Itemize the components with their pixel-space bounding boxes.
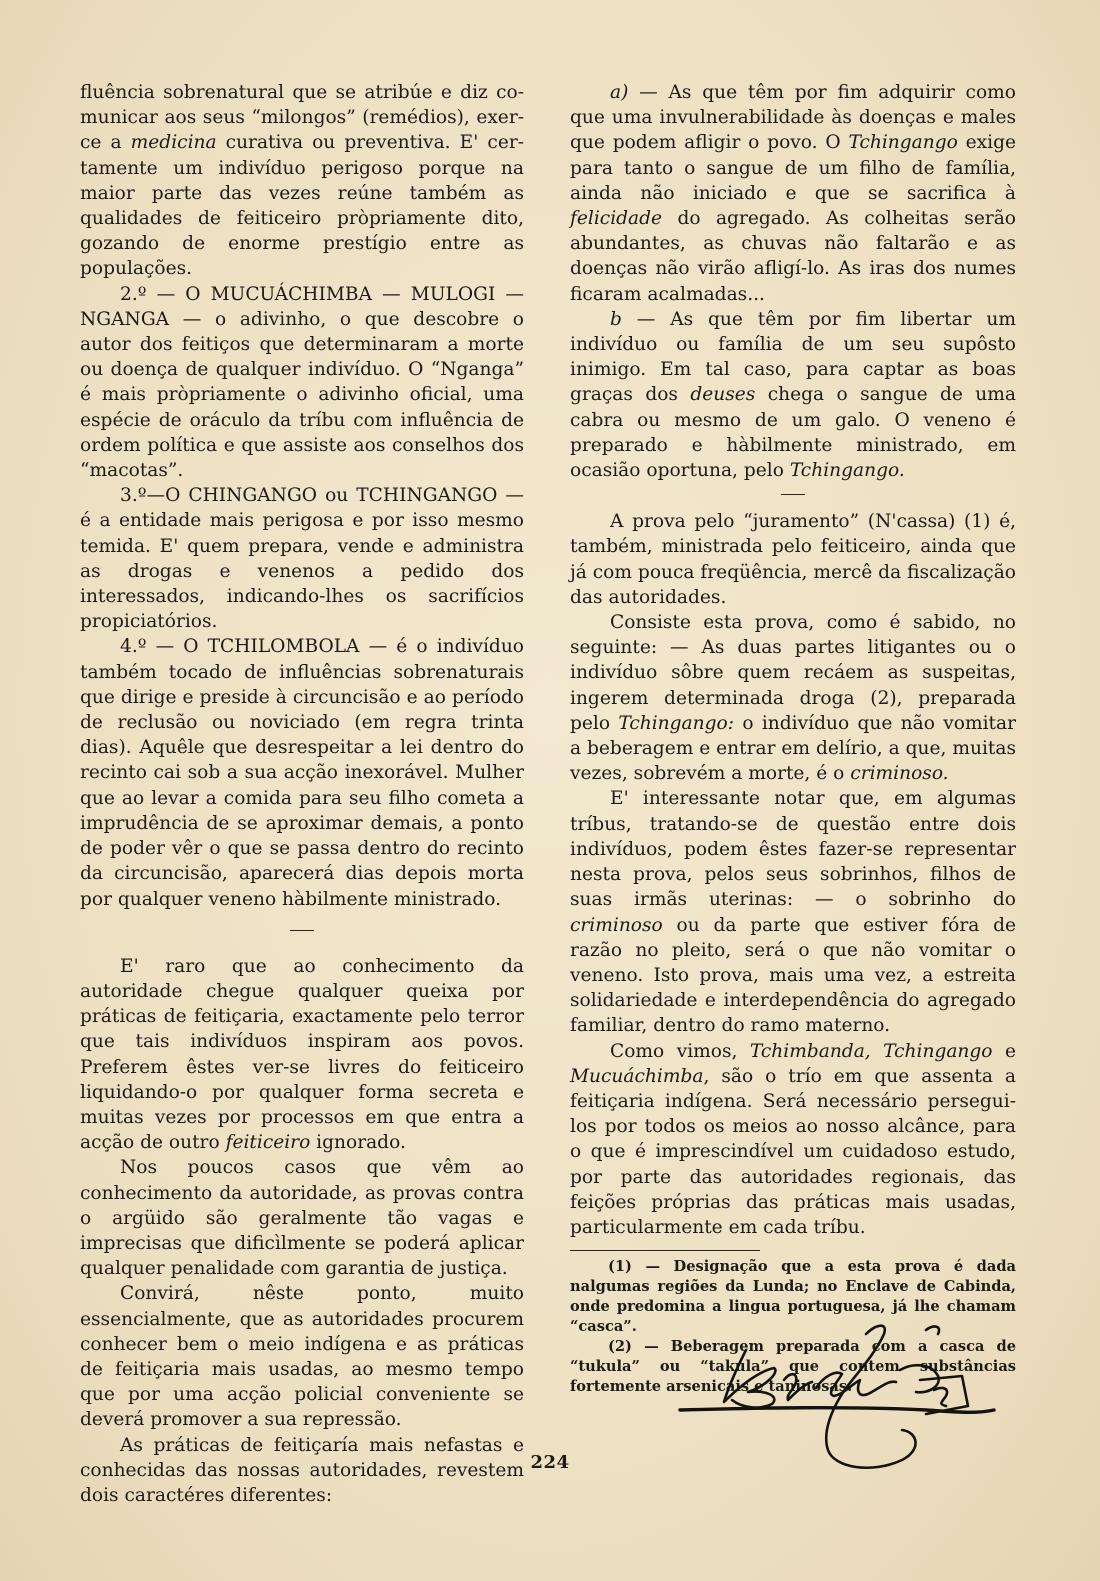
text-run: , são o trío em que assenta a feitiçaria indígena. Será necessário persegui-los por todos os meios ao nosso alcânce, para o que é imprescindível um cuidadoso estudo, por parte das autoridades regionais, das feições próprias das práticas mais usadas, particularmente em cada tríbu.: [570, 1065, 1016, 1238]
right-paragraph-4: [570, 610, 1016, 786]
text-run: chega o sangue de uma cabra ou mesmo de um galo. O veneno é preparado e hàbilmente ministrado, em ocasião oportuna, pelo: [570, 384, 1016, 482]
text-run: fluência sobrenatural que se atribúe e diz co-municar aos seus “milongos” (remédios), exer-ce a: [80, 82, 524, 154]
right-column: [570, 80, 1016, 1397]
text-run: Como vimos,: [610, 1040, 750, 1062]
footnote-2: (2) — Beberagem preparada com a casca de “tukula” ou “takula” que contem substâncias fortemente arsenicais e taninosas.: [570, 1338, 1016, 1396]
text-run: — As que têm por fim libertar um indivíduo ou família de um seu supôsto inimigo. Em tal caso, para captar as boas graças dos: [570, 308, 1016, 406]
italic-term: criminoso.: [850, 763, 949, 785]
left-paragraph-3: 3.º—O CHINGANGO ou TCHINGANGO — é a entidade mais perigosa e por isso mesmo temida. E' quem prepara, vende e administra as drogas e venenos a pedido dos interessados, indicando-lhes os sacrifícios propiciatórios.: [80, 485, 524, 633]
footnote-1: (1) — Designação que a esta prova é dada nalgumas regiões da Lunda; no Enclave de Cabinda, onde predomina a lingua portuguesa, já lhe chamam “casca”.: [570, 1258, 1016, 1336]
section-separator: [570, 489, 1016, 499]
page-number: 224: [530, 1452, 570, 1473]
left-column: [80, 80, 524, 1508]
text-run: curativa ou preventiva. E' cer-tamente um indivíduo perigoso porque na maior parte das vezes reúne também as qualidades de feiticeiro pròpriamente dito, gozando de enorme prestígio entre as populações.: [80, 132, 524, 280]
italic-term: Tchingango: [848, 132, 958, 154]
italic-term: Mucuáchimba: [570, 1065, 704, 1087]
text-run: ou da parte que estiver fóra de razão no pleito, será o que não vomitar o veneno. Isto prova, mais uma vez, a estreita solidariedade e interdependência do agregado familiar, dentro do ramo materno.: [570, 914, 1016, 1037]
right-paragraph-5: [570, 786, 1016, 1038]
left-paragraph-2: 2.º — O MUCUÁCHIMBA — MULOGI — NGANGA — o adivinho, o que descobre o autor dos feitiços que determinaram a morte ou doença de qualquer indivíduo. O “Nganga” é mais pròpriamente o adivinho oficial, uma espécie de oráculo da tríbu com influência de ordem política e que assiste aos conselhos dos “macotas”.: [80, 283, 524, 482]
right-paragraph-6: [570, 1039, 1016, 1241]
left-paragraph-1: [80, 80, 524, 282]
text-run: E' interessante notar que, em algumas tríbus, tratando-se de questão entre dois indivíduos, podem êstes fazer-se representar nesta prova, pelos seus sobrinhos, filhos de suas irmãs uterinas: — o sobrinho do: [570, 788, 1016, 911]
text-run: exige para tanto o sangue de um filho de família, ainda não iniciado e que se sacrifica à: [570, 132, 1016, 204]
left-paragraph-6: Nos poucos casos que vêm ao conhecimento da autoridade, as provas contra o argüido são geralmente tão vagas e imprecisas que dificìlmente se poderá aplicar qualquer penalidade com garantia de justiça.: [80, 1157, 524, 1280]
text-run: o indivíduo que não vomitar a beberagem e entrar em delírio, a que, muitas vezes, sobrevém a morte, é o: [570, 712, 1016, 785]
text-run: ignorado.: [310, 1132, 406, 1154]
italic-term: Tchingango.: [789, 460, 905, 482]
left-paragraph-7: Convirá, nêste ponto, muito essencialmente, que as autoridades procurem conhecer bem o meio indígena e as práticas de feitiçaria mais usadas, ao mesmo tempo que por uma acção policial conveniente se deverá promover a sua repressão.: [80, 1283, 524, 1431]
italic-term: deuses: [690, 384, 756, 406]
text-run: — As que têm por fim adquirir como que uma invulnerabilidade às doenças e males que podem afligir o povo. O: [570, 82, 1016, 154]
left-paragraph-5: [80, 954, 524, 1156]
right-paragraph-3: A prova pelo “juramento” (N'cassa) (1) é, também, ministrada pelo feiticeiro, ainda que já com pouca freqüência, mercê da fiscalização das autoridades.: [570, 511, 1016, 608]
text-run: E' raro que ao conhecimento da autoridade chegue qualquer queixa por práticas de feitiçaria, exactamente pelo terror que tais indivíduos inspiram aos povos. Preferem êstes ver-se livres do feiticeiro liquidando-o por qualquer forma secreta e muitas vezes por processos em que entra a acção de outro: [80, 955, 524, 1154]
text-run: do agregado. As colheitas serão abundantes, as chuvas não faltarão e as doenças não virão afligí-lo. As iras dos numes ficaram acalmadas...: [570, 208, 1016, 305]
italic-term: criminoso: [570, 914, 663, 936]
text-run: Consiste esta prova, como é sabido, no seguinte: — As duas partes litigantes ou o indivíduo sôbre quem recáem as suspeitas, ingerem determinada droga (2), preparada pelo: [570, 612, 1016, 734]
italic-term: Tchingango:: [618, 712, 734, 734]
italic-term: medicina: [130, 132, 217, 154]
italic-term: Tchimbanda, Tchingango: [749, 1040, 993, 1062]
left-paragraph-4: 4.º — O TCHILOMBOLA — é o indivíduo também tocado de influências sobrenaturais que dirige e preside à circuncisão e ao período de reclusão ou noviciado (em regra trinta dias). Aquêle que desrespeitar a lei dentro do recinto cai sob a sua acção inexorável. Mulher que ao levar a comida para seu filho cometa a imprudência de se aproximar demais, a ponto de poder vêr o que se passa dentro do recinto da circuncisão, aparecerá dias depois morta por qualquer veneno hàbilmente ministrado.: [80, 636, 524, 910]
list-marker: a): [610, 82, 629, 103]
italic-term: felicidade: [570, 208, 663, 230]
text-run: e: [992, 1040, 1016, 1062]
section-separator: [80, 926, 524, 936]
right-paragraph-b: [570, 307, 1016, 483]
left-paragraph-8: As práticas de feitiçaría mais nefastas e conhecidas das nossas autoridades, revestem dois caractéres diferentes:: [80, 1434, 524, 1506]
footnote-rule: [570, 1250, 760, 1251]
right-paragraph-a: [570, 80, 1016, 307]
italic-term: feiticeiro: [225, 1132, 311, 1154]
list-marker: b: [610, 308, 622, 330]
